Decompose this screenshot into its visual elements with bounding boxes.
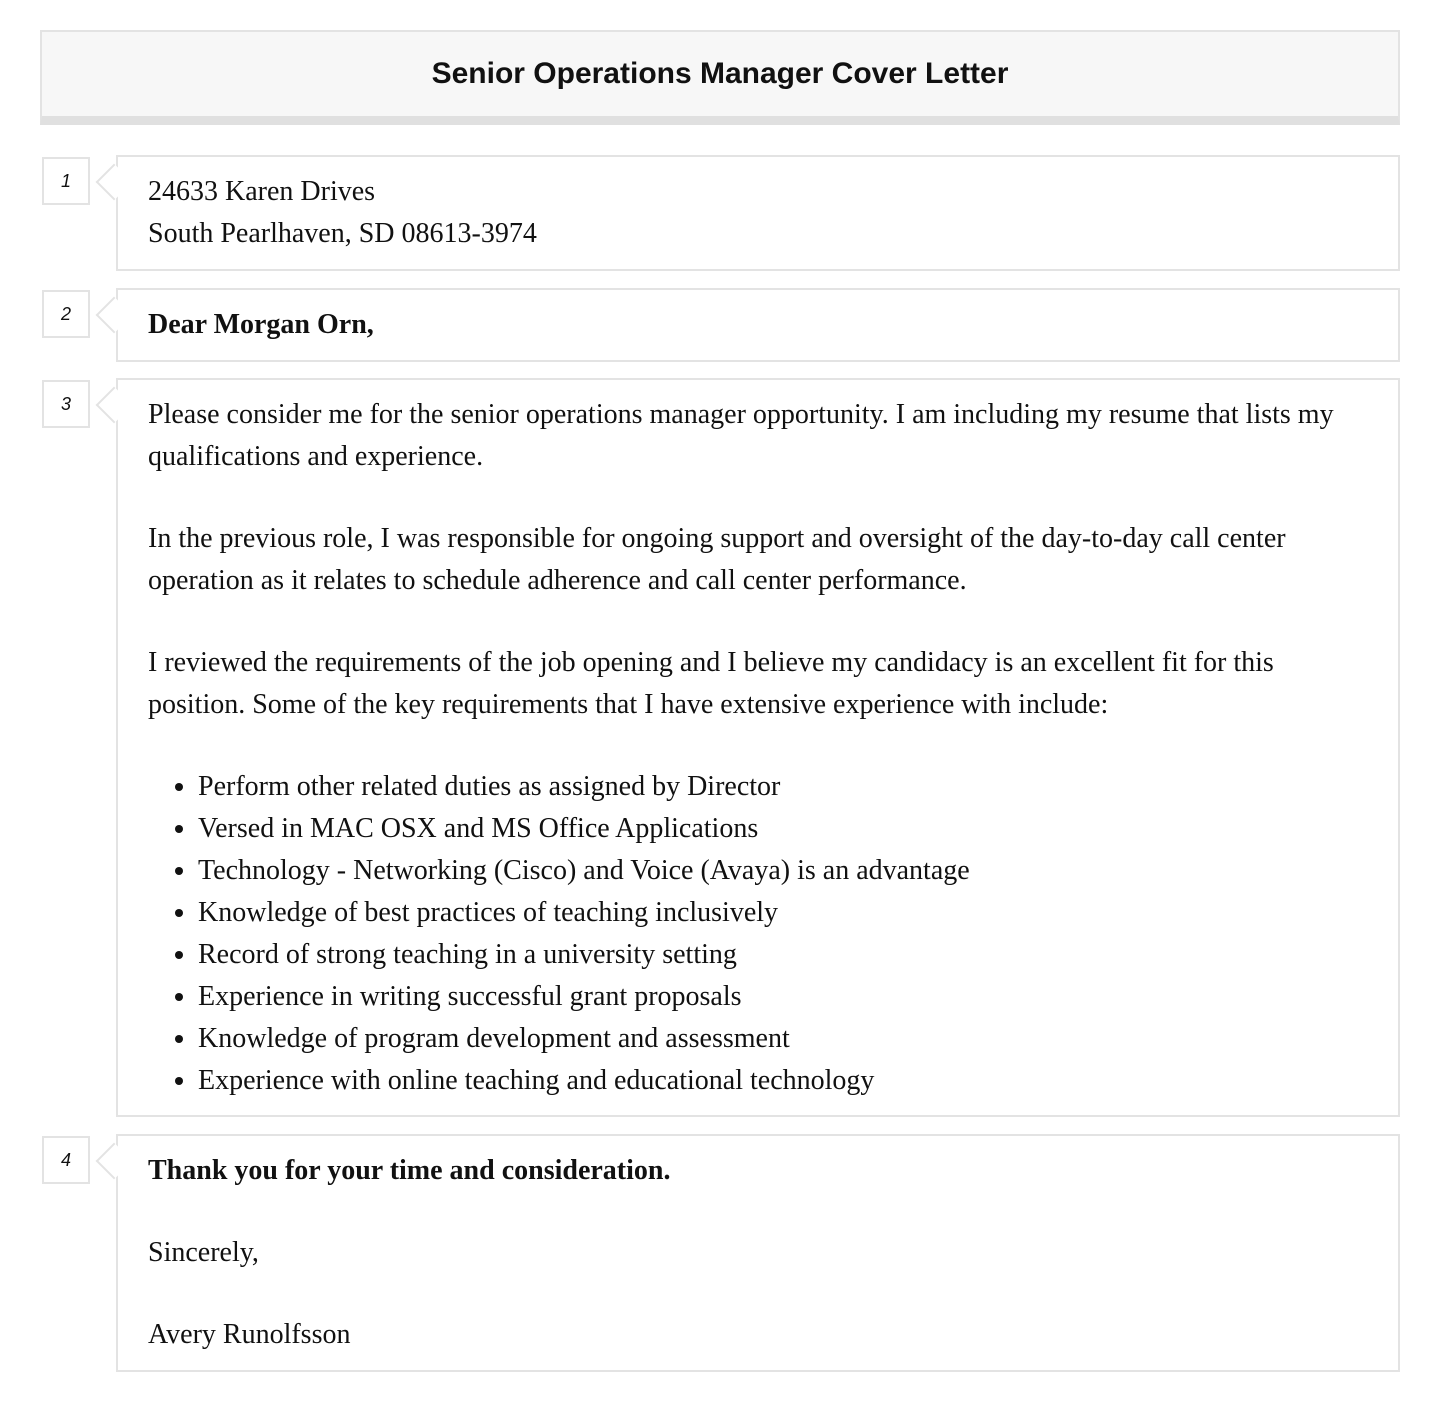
requirements-list bbox=[148, 766, 1368, 1102]
section-content bbox=[116, 1134, 1400, 1372]
list-item: • Record of strong teaching in a university setting bbox=[198, 934, 1368, 976]
pointer-notch bbox=[96, 164, 133, 201]
signature-name: Avery Runolfsson bbox=[148, 1319, 351, 1350]
paragraph: Please consider me for the senior operations manager opportunity. I am including my resume that lists my qualifications and experience. bbox=[148, 399, 1334, 472]
list-item: • Perform other related duties as assigned by Director bbox=[198, 766, 1368, 808]
section-number: 2 bbox=[42, 290, 90, 338]
pointer-notch bbox=[96, 1143, 133, 1180]
section-content bbox=[116, 378, 1400, 1117]
paragraph: I reviewed the requirements of the job opening and I believe my candidacy is an excellent fit for this position. Some of the key requirements that I have extensive experience with include: bbox=[148, 647, 1274, 720]
paragraph: In the previous role, I was responsible for ongoing support and oversight of the day-to-day call center operation as it relates to schedule adherence and call center performance. bbox=[148, 523, 1286, 596]
page-header bbox=[40, 30, 1400, 125]
list-item: • Technology - Networking (Cisco) and Voice (Avaya) is an advantage bbox=[198, 850, 1368, 892]
section-number: 1 bbox=[42, 157, 90, 205]
section-content bbox=[116, 288, 1400, 362]
section-number: 3 bbox=[42, 380, 90, 428]
signoff: Sincerely, bbox=[148, 1237, 259, 1268]
pointer-notch bbox=[96, 297, 133, 334]
closing-line: Thank you for your time and consideration. bbox=[148, 1155, 671, 1186]
section-number: 4 bbox=[42, 1136, 90, 1184]
address-line-2: South Pearlhaven, SD 08613-3974 bbox=[148, 218, 537, 249]
address-line-1: 24633 Karen Drives bbox=[148, 176, 376, 207]
greeting: Dear Morgan Orn, bbox=[148, 309, 374, 340]
page-title: Senior Operations Manager Cover Letter bbox=[431, 57, 1009, 90]
pointer-notch bbox=[96, 387, 133, 424]
list-item: • Experience in writing successful grant proposals bbox=[198, 976, 1368, 1018]
list-item: • Versed in MAC OSX and MS Office Applications bbox=[198, 808, 1368, 850]
list-item: • Knowledge of program development and assessment bbox=[198, 1018, 1368, 1060]
list-item: • Experience with online teaching and educational technology bbox=[198, 1060, 1368, 1102]
section-content bbox=[116, 155, 1400, 271]
list-item: • Knowledge of best practices of teaching inclusively bbox=[198, 892, 1368, 934]
